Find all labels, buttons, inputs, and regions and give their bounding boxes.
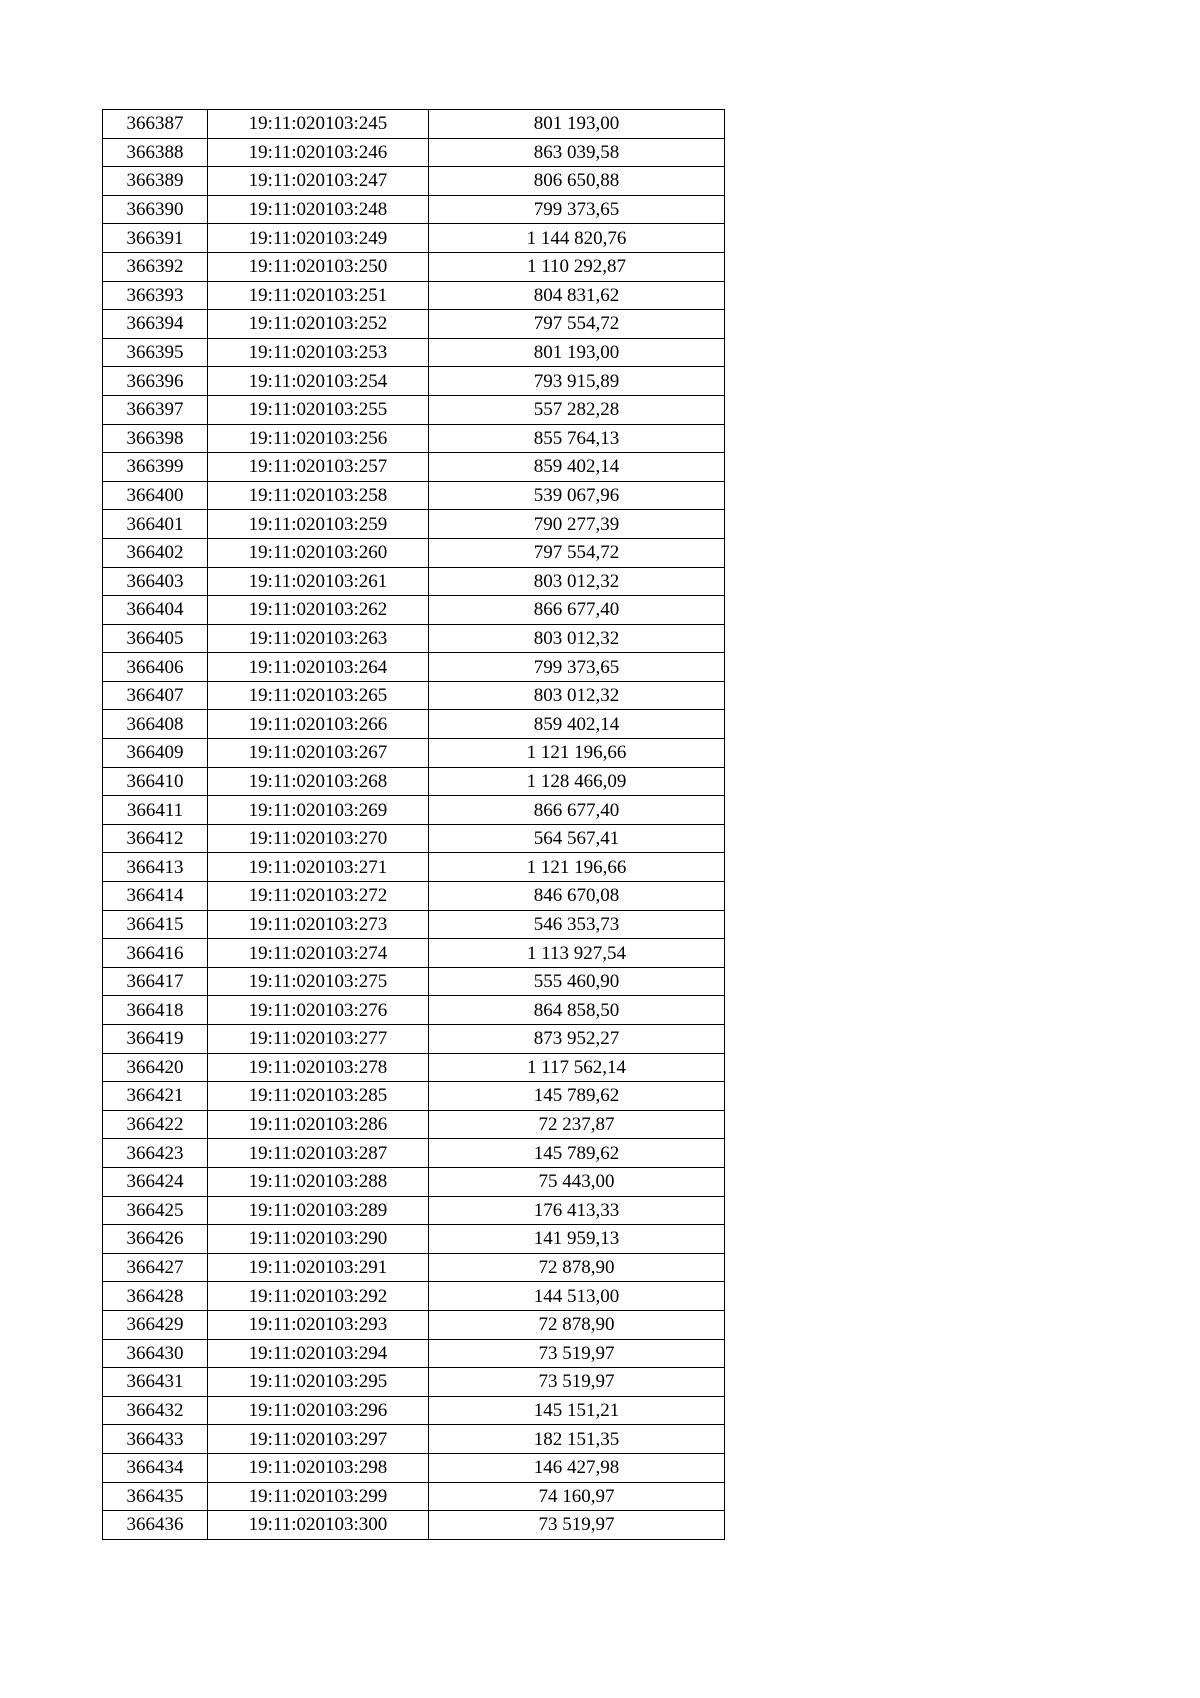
cadastral-number-cell: 19:11:020103:285 — [208, 1082, 429, 1111]
amount-cell: 873 952,27 — [429, 1025, 725, 1054]
table-row — [103, 939, 725, 968]
amount-cell: 144 513,00 — [429, 1282, 725, 1311]
cadastral-number-cell: 19:11:020103:269 — [208, 796, 429, 825]
table-row — [103, 167, 725, 196]
cadastral-number-cell: 19:11:020103:262 — [208, 596, 429, 625]
cadastral-number-cell: 19:11:020103:290 — [208, 1225, 429, 1254]
cadastral-number-cell: 19:11:020103:286 — [208, 1110, 429, 1139]
amount-cell: 799 373,65 — [429, 195, 725, 224]
table-row — [103, 1339, 725, 1368]
cadastral-number-cell: 19:11:020103:270 — [208, 824, 429, 853]
table-row — [103, 252, 725, 281]
amount-cell: 74 160,97 — [429, 1482, 725, 1511]
amount-cell: 797 554,72 — [429, 538, 725, 567]
row-number-cell: 366423 — [103, 1139, 208, 1168]
row-number-cell: 366397 — [103, 395, 208, 424]
row-number-cell: 366424 — [103, 1167, 208, 1196]
row-number-cell: 366414 — [103, 882, 208, 911]
table-row — [103, 395, 725, 424]
cadastral-number-cell: 19:11:020103:266 — [208, 710, 429, 739]
cadastral-number-cell: 19:11:020103:268 — [208, 767, 429, 796]
table-row — [103, 1425, 725, 1454]
cadastral-number-cell: 19:11:020103:245 — [208, 110, 429, 139]
table-row — [103, 538, 725, 567]
amount-cell: 806 650,88 — [429, 167, 725, 196]
row-number-cell: 366435 — [103, 1482, 208, 1511]
table-row — [103, 1310, 725, 1339]
amount-cell: 73 519,97 — [429, 1368, 725, 1397]
amount-cell: 859 402,14 — [429, 453, 725, 482]
row-number-cell: 366395 — [103, 338, 208, 367]
cadastral-number-cell: 19:11:020103:258 — [208, 481, 429, 510]
table-row — [103, 1196, 725, 1225]
amount-cell: 146 427,98 — [429, 1453, 725, 1482]
table-row — [103, 1511, 725, 1540]
table-row — [103, 424, 725, 453]
row-number-cell: 366436 — [103, 1511, 208, 1540]
cadastral-number-cell: 19:11:020103:299 — [208, 1482, 429, 1511]
amount-cell: 72 878,90 — [429, 1310, 725, 1339]
table-row — [103, 1025, 725, 1054]
row-number-cell: 366400 — [103, 481, 208, 510]
amount-cell: 73 519,97 — [429, 1339, 725, 1368]
amount-cell: 141 959,13 — [429, 1225, 725, 1254]
row-number-cell: 366391 — [103, 224, 208, 253]
row-number-cell: 366418 — [103, 996, 208, 1025]
row-number-cell: 366432 — [103, 1396, 208, 1425]
cadastral-number-cell: 19:11:020103:254 — [208, 367, 429, 396]
amount-cell: 1 144 820,76 — [429, 224, 725, 253]
table-row — [103, 653, 725, 682]
cadastral-number-cell: 19:11:020103:291 — [208, 1253, 429, 1282]
table-row — [103, 1110, 725, 1139]
row-number-cell: 366401 — [103, 510, 208, 539]
row-number-cell: 366408 — [103, 710, 208, 739]
row-number-cell: 366411 — [103, 796, 208, 825]
cadastral-number-cell: 19:11:020103:260 — [208, 538, 429, 567]
row-number-cell: 366427 — [103, 1253, 208, 1282]
row-number-cell: 366398 — [103, 424, 208, 453]
row-number-cell: 366404 — [103, 596, 208, 625]
row-number-cell: 366421 — [103, 1082, 208, 1111]
row-number-cell: 366406 — [103, 653, 208, 682]
amount-cell: 855 764,13 — [429, 424, 725, 453]
amount-cell: 864 858,50 — [429, 996, 725, 1025]
row-number-cell: 366434 — [103, 1453, 208, 1482]
cadastral-number-cell: 19:11:020103:257 — [208, 453, 429, 482]
row-number-cell: 366420 — [103, 1053, 208, 1082]
row-number-cell: 366430 — [103, 1339, 208, 1368]
amount-cell: 145 789,62 — [429, 1139, 725, 1168]
cadastral-number-cell: 19:11:020103:297 — [208, 1425, 429, 1454]
amount-cell: 859 402,14 — [429, 710, 725, 739]
row-number-cell: 366416 — [103, 939, 208, 968]
cadastral-number-cell: 19:11:020103:278 — [208, 1053, 429, 1082]
amount-cell: 803 012,32 — [429, 681, 725, 710]
amount-cell: 1 117 562,14 — [429, 1053, 725, 1082]
table-row — [103, 853, 725, 882]
data-table — [102, 109, 725, 1540]
table-row — [103, 1082, 725, 1111]
table-row — [103, 967, 725, 996]
table-row — [103, 453, 725, 482]
amount-cell: 803 012,32 — [429, 567, 725, 596]
amount-cell: 145 151,21 — [429, 1396, 725, 1425]
row-number-cell: 366413 — [103, 853, 208, 882]
table-row — [103, 138, 725, 167]
table-row — [103, 796, 725, 825]
amount-cell: 176 413,33 — [429, 1196, 725, 1225]
table-row — [103, 510, 725, 539]
table-row — [103, 624, 725, 653]
cadastral-number-cell: 19:11:020103:256 — [208, 424, 429, 453]
table-row — [103, 367, 725, 396]
table-row — [103, 1396, 725, 1425]
cadastral-number-cell: 19:11:020103:296 — [208, 1396, 429, 1425]
amount-cell: 182 151,35 — [429, 1425, 725, 1454]
amount-cell: 555 460,90 — [429, 967, 725, 996]
row-number-cell: 366428 — [103, 1282, 208, 1311]
cadastral-number-cell: 19:11:020103:277 — [208, 1025, 429, 1054]
row-number-cell: 366399 — [103, 453, 208, 482]
cadastral-number-cell: 19:11:020103:295 — [208, 1368, 429, 1397]
cadastral-number-cell: 19:11:020103:298 — [208, 1453, 429, 1482]
cadastral-number-cell: 19:11:020103:275 — [208, 967, 429, 996]
row-number-cell: 366407 — [103, 681, 208, 710]
table-row — [103, 824, 725, 853]
table-row — [103, 1368, 725, 1397]
amount-cell: 866 677,40 — [429, 596, 725, 625]
row-number-cell: 366410 — [103, 767, 208, 796]
table-row — [103, 338, 725, 367]
row-number-cell: 366394 — [103, 310, 208, 339]
table-row — [103, 481, 725, 510]
cadastral-number-cell: 19:11:020103:300 — [208, 1511, 429, 1540]
amount-cell: 557 282,28 — [429, 395, 725, 424]
amount-cell: 801 193,00 — [429, 338, 725, 367]
amount-cell: 799 373,65 — [429, 653, 725, 682]
cadastral-number-cell: 19:11:020103:272 — [208, 882, 429, 911]
cadastral-number-cell: 19:11:020103:274 — [208, 939, 429, 968]
cadastral-number-cell: 19:11:020103:253 — [208, 338, 429, 367]
table-row — [103, 596, 725, 625]
amount-cell: 546 353,73 — [429, 910, 725, 939]
row-number-cell: 366417 — [103, 967, 208, 996]
amount-cell: 564 567,41 — [429, 824, 725, 853]
row-number-cell: 366402 — [103, 538, 208, 567]
row-number-cell: 366388 — [103, 138, 208, 167]
amount-cell: 72 237,87 — [429, 1110, 725, 1139]
row-number-cell: 366415 — [103, 910, 208, 939]
row-number-cell: 366393 — [103, 281, 208, 310]
amount-cell: 803 012,32 — [429, 624, 725, 653]
table-row — [103, 710, 725, 739]
amount-cell: 145 789,62 — [429, 1082, 725, 1111]
amount-cell: 1 113 927,54 — [429, 939, 725, 968]
cadastral-number-cell: 19:11:020103:251 — [208, 281, 429, 310]
cadastral-number-cell: 19:11:020103:261 — [208, 567, 429, 596]
table-row — [103, 1482, 725, 1511]
cadastral-number-cell: 19:11:020103:255 — [208, 395, 429, 424]
amount-cell: 790 277,39 — [429, 510, 725, 539]
table-row — [103, 1225, 725, 1254]
cadastral-number-cell: 19:11:020103:249 — [208, 224, 429, 253]
row-number-cell: 366389 — [103, 167, 208, 196]
cadastral-number-cell: 19:11:020103:250 — [208, 252, 429, 281]
table-row — [103, 310, 725, 339]
row-number-cell: 366433 — [103, 1425, 208, 1454]
row-number-cell: 366387 — [103, 110, 208, 139]
amount-cell: 73 519,97 — [429, 1511, 725, 1540]
row-number-cell: 366431 — [103, 1368, 208, 1397]
amount-cell: 793 915,89 — [429, 367, 725, 396]
table-row — [103, 224, 725, 253]
row-number-cell: 366409 — [103, 739, 208, 768]
row-number-cell: 366419 — [103, 1025, 208, 1054]
cadastral-number-cell: 19:11:020103:263 — [208, 624, 429, 653]
cadastral-number-cell: 19:11:020103:293 — [208, 1310, 429, 1339]
cadastral-number-cell: 19:11:020103:271 — [208, 853, 429, 882]
amount-cell: 1 121 196,66 — [429, 739, 725, 768]
row-number-cell: 366390 — [103, 195, 208, 224]
amount-cell: 804 831,62 — [429, 281, 725, 310]
table-row — [103, 739, 725, 768]
row-number-cell: 366425 — [103, 1196, 208, 1225]
table-row — [103, 681, 725, 710]
table-row — [103, 1167, 725, 1196]
row-number-cell: 366403 — [103, 567, 208, 596]
amount-cell: 72 878,90 — [429, 1253, 725, 1282]
cadastral-number-cell: 19:11:020103:248 — [208, 195, 429, 224]
row-number-cell: 366405 — [103, 624, 208, 653]
amount-cell: 539 067,96 — [429, 481, 725, 510]
amount-cell: 1 110 292,87 — [429, 252, 725, 281]
row-number-cell: 366396 — [103, 367, 208, 396]
cadastral-number-cell: 19:11:020103:265 — [208, 681, 429, 710]
table-row — [103, 1253, 725, 1282]
cadastral-number-cell: 19:11:020103:267 — [208, 739, 429, 768]
amount-cell: 75 443,00 — [429, 1167, 725, 1196]
cadastral-number-cell: 19:11:020103:273 — [208, 910, 429, 939]
row-number-cell: 366392 — [103, 252, 208, 281]
cadastral-number-cell: 19:11:020103:247 — [208, 167, 429, 196]
row-number-cell: 366429 — [103, 1310, 208, 1339]
table-row — [103, 767, 725, 796]
cadastral-number-cell: 19:11:020103:294 — [208, 1339, 429, 1368]
cadastral-number-cell: 19:11:020103:287 — [208, 1139, 429, 1168]
amount-cell: 1 121 196,66 — [429, 853, 725, 882]
table-row — [103, 910, 725, 939]
amount-cell: 846 670,08 — [429, 882, 725, 911]
cadastral-number-cell: 19:11:020103:246 — [208, 138, 429, 167]
row-number-cell: 366422 — [103, 1110, 208, 1139]
cadastral-number-cell: 19:11:020103:252 — [208, 310, 429, 339]
cadastral-number-cell: 19:11:020103:264 — [208, 653, 429, 682]
cadastral-number-cell: 19:11:020103:289 — [208, 1196, 429, 1225]
row-number-cell: 366412 — [103, 824, 208, 853]
table-row — [103, 1053, 725, 1082]
table-row — [103, 567, 725, 596]
table-body — [103, 110, 725, 1540]
cadastral-number-cell: 19:11:020103:276 — [208, 996, 429, 1025]
table-row — [103, 996, 725, 1025]
amount-cell: 801 193,00 — [429, 110, 725, 139]
table-row — [103, 882, 725, 911]
cadastral-number-cell: 19:11:020103:288 — [208, 1167, 429, 1196]
amount-cell: 866 677,40 — [429, 796, 725, 825]
table-row — [103, 1282, 725, 1311]
cadastral-number-cell: 19:11:020103:292 — [208, 1282, 429, 1311]
amount-cell: 1 128 466,09 — [429, 767, 725, 796]
table-row — [103, 1453, 725, 1482]
amount-cell: 797 554,72 — [429, 310, 725, 339]
row-number-cell: 366426 — [103, 1225, 208, 1254]
table-row — [103, 281, 725, 310]
cadastral-number-cell: 19:11:020103:259 — [208, 510, 429, 539]
table-row — [103, 195, 725, 224]
table-row — [103, 1139, 725, 1168]
table-row — [103, 110, 725, 139]
amount-cell: 863 039,58 — [429, 138, 725, 167]
